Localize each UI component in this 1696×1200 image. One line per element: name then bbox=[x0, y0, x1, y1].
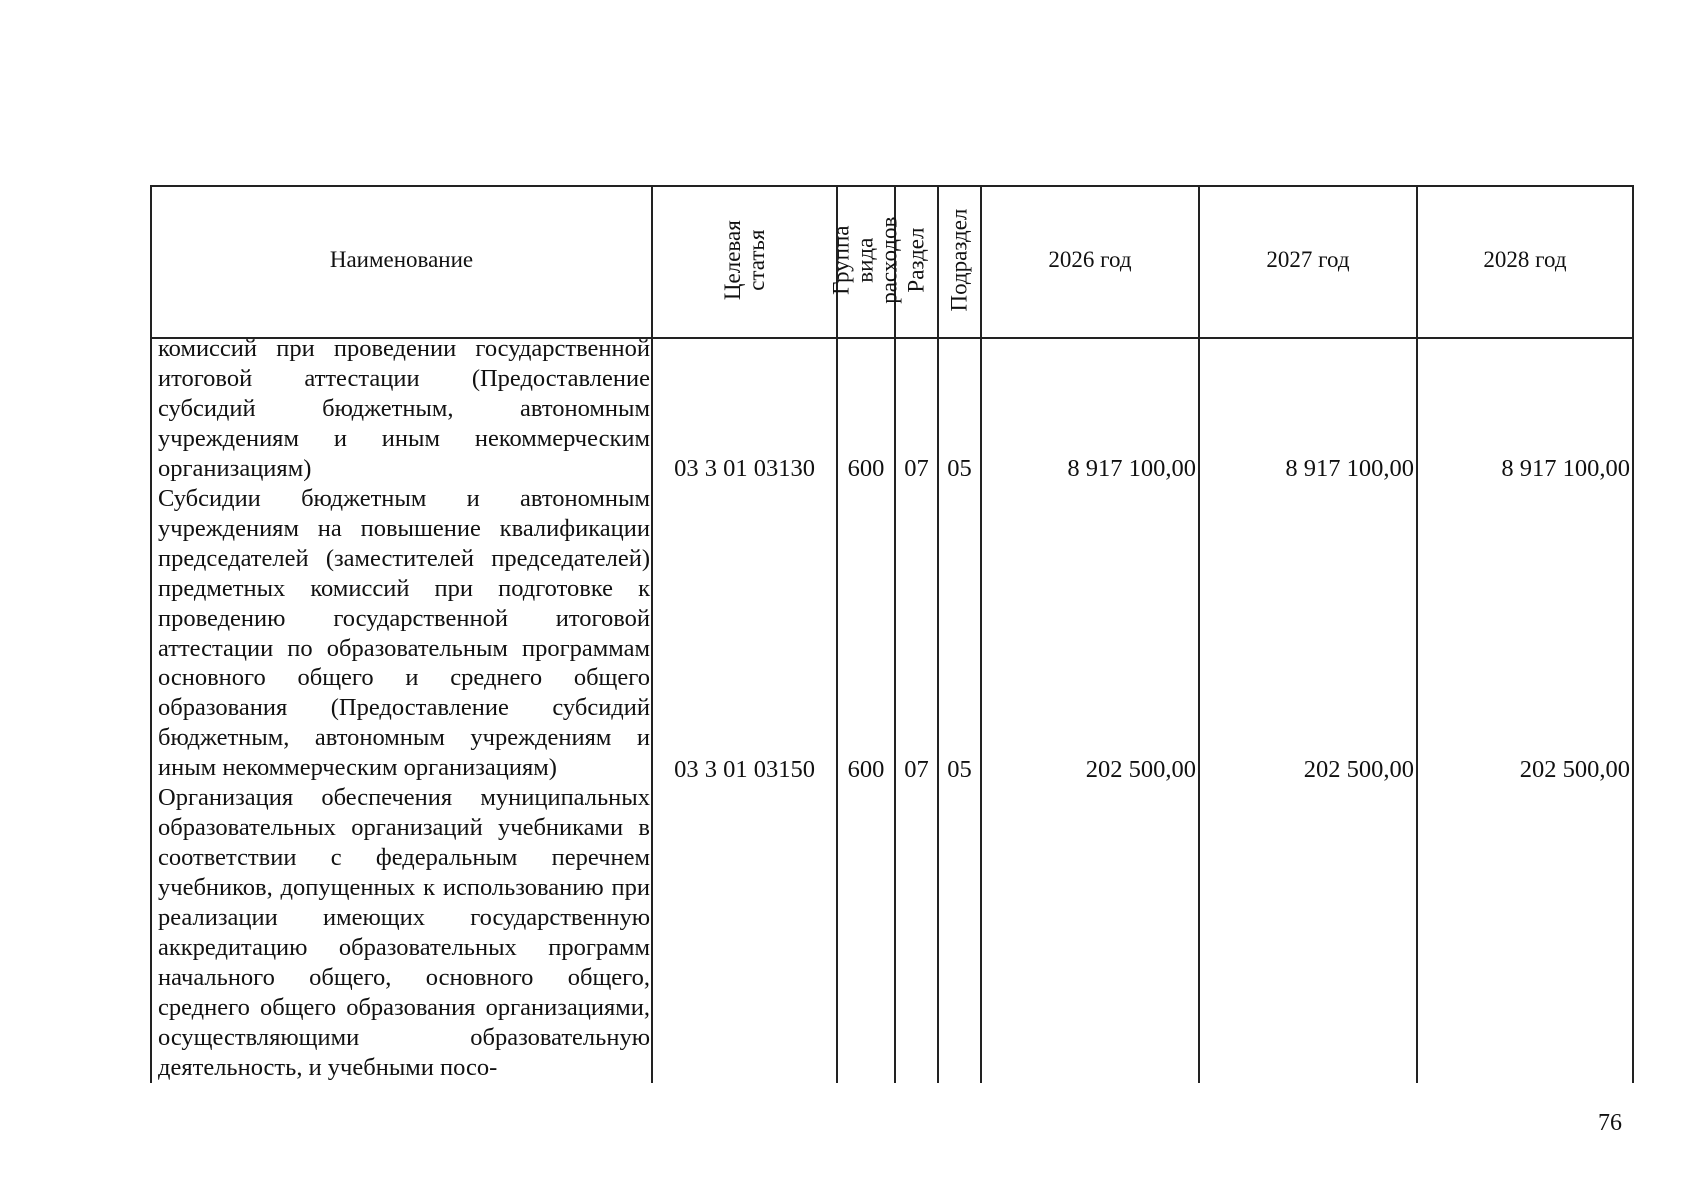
header-name-label: Наименование bbox=[329, 247, 474, 272]
row-1-group: 600 bbox=[847, 455, 885, 482]
header-2027 bbox=[1200, 185, 1416, 335]
name-column bbox=[158, 334, 650, 1083]
row-2-section: 07 bbox=[904, 756, 929, 783]
header-2027-label: 2027 год bbox=[1266, 247, 1350, 272]
header-2026 bbox=[982, 185, 1198, 335]
row-1-2026: 8 917 100,00 bbox=[1067, 455, 1196, 482]
row-2-subsection: 05 bbox=[947, 756, 972, 783]
header-subsection-label: Подраздел bbox=[946, 208, 972, 312]
page-number: 76 bbox=[1598, 1110, 1622, 1136]
row-1-target: 03 3 01 03130 bbox=[674, 455, 815, 482]
header-section-label: Раздел bbox=[903, 227, 929, 293]
row-1-section: 07 bbox=[904, 455, 929, 482]
header-group bbox=[828, 185, 903, 335]
header-target-label: Целевая статья bbox=[719, 220, 769, 300]
header-2028-label: 2028 год bbox=[1483, 247, 1567, 272]
row-1-name: комиссий при проведении государственной итоговой аттестации (Предоставление субсидий бюджетным, автономным учреждениям и иным некоммерческим организациям) bbox=[158, 335, 650, 482]
row-1-subsection: 05 bbox=[947, 455, 972, 482]
row-2-target: 03 3 01 03150 bbox=[674, 756, 815, 783]
row-2-2026: 202 500,00 bbox=[1085, 756, 1196, 783]
header-subsection bbox=[939, 185, 980, 335]
header-name bbox=[152, 185, 651, 335]
header-section bbox=[896, 185, 937, 335]
row-2-2027: 202 500,00 bbox=[1303, 756, 1414, 783]
row-1-2027: 8 917 100,00 bbox=[1285, 455, 1414, 482]
row-2-name: Субсидии бюджетным и автономным учреждениям на повышение квалификации председателей (заместителей председателей) предметных комиссий при подготовке к проведению государственной итоговой аттестации по образовательным программам основного общего и среднего общего образования (Предоставление субсидий бюджетным, автономным учреждениям и иным некоммерческим организациям) bbox=[158, 484, 650, 782]
row-2-2028: 202 500,00 bbox=[1519, 756, 1630, 783]
row-2-group: 600 bbox=[847, 756, 885, 783]
header-2028 bbox=[1418, 185, 1632, 335]
header-target bbox=[653, 185, 836, 335]
header-group-label: Группа вида расходов bbox=[828, 216, 903, 304]
table-border-right bbox=[1632, 185, 1634, 1083]
row-1-2028: 8 917 100,00 bbox=[1501, 455, 1630, 482]
header-2026-label: 2026 год bbox=[1048, 247, 1132, 272]
row-3-name: Организация обеспечения муниципальных образовательных организаций учебниками в соответствии с федеральным перечнем учебников, допущенных к использованию при реализации имеющих государственную аккредитацию образовательных программ начального общего, основного общего, среднего общего образования организациями, осуществляющими образовательную деятельность, и учебными посо- bbox=[158, 784, 650, 1081]
